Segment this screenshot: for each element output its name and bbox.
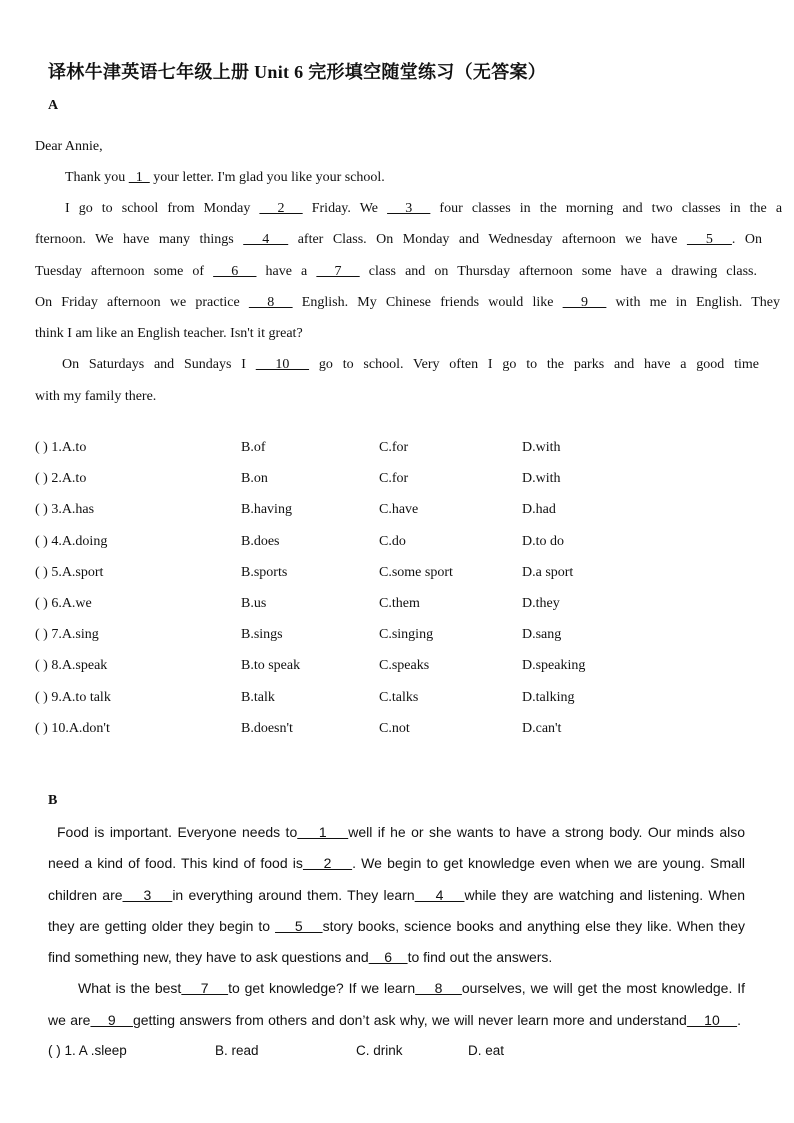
question-number: ( ) 1.A.to bbox=[35, 440, 87, 455]
question-number: ( ) 3.A.has bbox=[35, 502, 95, 518]
option-d: D.speaking bbox=[522, 658, 586, 674]
option-d: D.talking bbox=[522, 689, 575, 705]
answer-blank: 4 bbox=[414, 887, 465, 903]
answer-blank: 10 bbox=[686, 1012, 738, 1028]
option-d: D.a sport bbox=[522, 564, 574, 580]
passage-text: go to school. Very often I go to the parks and have a good time bbox=[309, 357, 760, 372]
option-b: B.does bbox=[241, 533, 280, 549]
option-d: D.to do bbox=[522, 533, 564, 549]
section-b-label: B bbox=[48, 793, 58, 808]
question-number: ( ) 1. A .sleep bbox=[48, 1043, 127, 1058]
passage-text: getting answers from others and don’t ask why, we will never learn more and understand bbox=[132, 1012, 687, 1028]
option-c: C.not bbox=[379, 720, 410, 736]
option-d: D.can't bbox=[522, 720, 562, 736]
passage-b-line bbox=[78, 980, 745, 996]
passage-a-line bbox=[65, 170, 385, 186]
passage-text: children are bbox=[48, 887, 123, 903]
option-b: B.sings bbox=[241, 627, 283, 643]
option-b: B.of bbox=[241, 440, 266, 455]
passage-text: story books, science books and anything else they like. When they bbox=[322, 918, 746, 934]
question-row bbox=[35, 690, 635, 710]
passage-text: have a bbox=[256, 264, 317, 279]
passage-text: find something new, they have to ask questions and bbox=[48, 949, 369, 965]
option-d: D. eat bbox=[468, 1043, 505, 1058]
answer-blank: 9 bbox=[562, 295, 607, 310]
question-row bbox=[35, 627, 635, 647]
answer-blank: 9 bbox=[90, 1012, 133, 1028]
passage-text: after Class. On Monday and Wednesday afternoon we have bbox=[288, 232, 687, 247]
answer-blank: 5 bbox=[275, 918, 323, 934]
passage-a-line bbox=[62, 357, 759, 373]
passage-text: while they are watching and listening. When bbox=[464, 887, 746, 903]
answer-blank: 7 bbox=[181, 980, 229, 996]
passage-text: four classes in the morning and two classes in the a bbox=[430, 201, 783, 216]
question-number: ( ) 8.A.speak bbox=[35, 658, 108, 674]
passage-text: we are bbox=[48, 1012, 91, 1028]
option-b: B.doesn't bbox=[241, 720, 293, 736]
option-c: C.for bbox=[379, 471, 409, 487]
option-b: B.us bbox=[241, 596, 267, 611]
passage-a-line bbox=[35, 326, 303, 342]
answer-blank: 6 bbox=[368, 949, 408, 965]
passage-text: need a kind of food. This kind of food is bbox=[48, 855, 303, 871]
option-d: D.had bbox=[522, 502, 556, 518]
option-c: C.singing bbox=[379, 627, 434, 643]
passage-text: Thank you bbox=[65, 170, 129, 185]
option-b: B.on bbox=[241, 471, 268, 487]
passage-a-line bbox=[35, 264, 757, 280]
page-title: 译林牛津英语七年级上册 Unit 6 完形填空随堂练习（无答案） bbox=[48, 62, 547, 82]
passage-text: . We begin to get knowledge even when we are young. Small bbox=[352, 855, 745, 871]
passage-a-line bbox=[35, 389, 156, 405]
answer-blank: 5 bbox=[686, 232, 732, 247]
option-c: C.speaks bbox=[379, 658, 430, 674]
option-c: C.do bbox=[379, 533, 406, 549]
option-c: C.for bbox=[379, 440, 409, 455]
answer-blank: 2 bbox=[259, 201, 303, 216]
option-b: B. read bbox=[215, 1043, 259, 1058]
question-number: ( ) 9.A.to talk bbox=[35, 689, 111, 705]
passage-text: with my family there. bbox=[35, 389, 157, 404]
passage-text: Friday. We bbox=[302, 201, 388, 216]
option-b: B.talk bbox=[241, 689, 275, 705]
passage-text: . On bbox=[731, 232, 763, 247]
option-b: B.sports bbox=[241, 564, 288, 580]
passage-text: Food is important. Everyone needs to bbox=[57, 824, 298, 840]
answer-blank: 10 bbox=[255, 357, 310, 372]
letter-greeting: Dear Annie, bbox=[35, 139, 103, 154]
answer-blank: 7 bbox=[316, 264, 360, 279]
option-c: C.have bbox=[379, 502, 419, 518]
passage-b-line bbox=[48, 1012, 741, 1028]
question-row bbox=[35, 658, 635, 678]
passage-text: fternoon. We have many things bbox=[35, 232, 244, 247]
question-number: ( ) 10.A.don't bbox=[35, 720, 110, 736]
passage-text: ourselves, we will get the most knowledge. If bbox=[461, 980, 746, 996]
passage-text: in everything around them. They learn bbox=[172, 887, 415, 903]
question-row bbox=[35, 721, 635, 741]
option-c: C.some sport bbox=[379, 564, 453, 580]
option-d: D.sang bbox=[522, 627, 562, 643]
passage-text: Tuesday afternoon some of bbox=[35, 264, 214, 279]
passage-text: English. My Chinese friends would like bbox=[292, 295, 563, 310]
option-b: B.having bbox=[241, 502, 292, 518]
answer-blank: 1 bbox=[297, 824, 349, 840]
passage-text: with me in English. They bbox=[606, 295, 780, 310]
passage-b-line bbox=[48, 855, 745, 871]
passage-text: I go to school from Monday bbox=[65, 201, 260, 216]
passage-text: class and on Thursday afternoon some have a drawing class. bbox=[359, 264, 758, 279]
section-a-label: A bbox=[48, 98, 59, 113]
question-number: ( ) 2.A.to bbox=[35, 471, 87, 487]
answer-blank: 4 bbox=[243, 232, 289, 247]
passage-text: your letter. I'm glad you like your school. bbox=[149, 170, 385, 185]
option-d: D.with bbox=[522, 440, 561, 455]
passage-text: On Saturdays and Sundays I bbox=[62, 357, 256, 372]
passage-text: . bbox=[737, 1012, 741, 1028]
answer-blank: 8 bbox=[415, 980, 462, 996]
passage-b-line bbox=[57, 824, 745, 840]
passage-text: On Friday afternoon we practice bbox=[35, 295, 249, 310]
passage-b-line bbox=[48, 949, 552, 965]
question-number: ( ) 7.A.sing bbox=[35, 627, 99, 643]
answer-blank: 6 bbox=[213, 264, 257, 279]
answer-blank: 3 bbox=[387, 201, 431, 216]
passage-text: What is the best bbox=[78, 980, 182, 996]
answer-blank: 1 bbox=[128, 170, 150, 185]
option-d: D.they bbox=[522, 596, 560, 611]
answer-blank: 8 bbox=[248, 295, 293, 310]
question-row bbox=[35, 471, 635, 491]
passage-text: well if he or she wants to have a strong body. Our minds also bbox=[348, 824, 745, 840]
question-row bbox=[35, 596, 635, 616]
passage-text: they are getting older they begin to bbox=[48, 918, 276, 934]
passage-text: to get knowledge? If we learn bbox=[228, 980, 416, 996]
option-c: C. drink bbox=[356, 1043, 403, 1058]
question-row bbox=[35, 440, 635, 460]
passage-b-line bbox=[48, 918, 745, 934]
question-number: ( ) 5.A.sport bbox=[35, 564, 104, 580]
question-number: ( ) 6.A.we bbox=[35, 596, 92, 611]
question-row bbox=[35, 502, 635, 522]
question-number: ( ) 4.A.doing bbox=[35, 533, 108, 549]
passage-a-line bbox=[35, 232, 762, 248]
option-b: B.to speak bbox=[241, 658, 301, 674]
question-row bbox=[35, 534, 635, 554]
passage-a-line bbox=[35, 295, 780, 311]
passage-text: think I am like an English teacher. Isn't it great? bbox=[35, 326, 303, 341]
option-c: C.talks bbox=[379, 689, 419, 705]
question-row bbox=[35, 565, 635, 585]
passage-a-line bbox=[65, 201, 782, 217]
option-c: C.them bbox=[379, 596, 420, 611]
section-b-question-1 bbox=[48, 1043, 648, 1063]
option-d: D.with bbox=[522, 471, 561, 487]
passage-b-line bbox=[48, 887, 745, 903]
passage-text: to find out the answers. bbox=[407, 949, 553, 965]
answer-blank: 3 bbox=[122, 887, 173, 903]
answer-blank: 2 bbox=[302, 855, 353, 871]
